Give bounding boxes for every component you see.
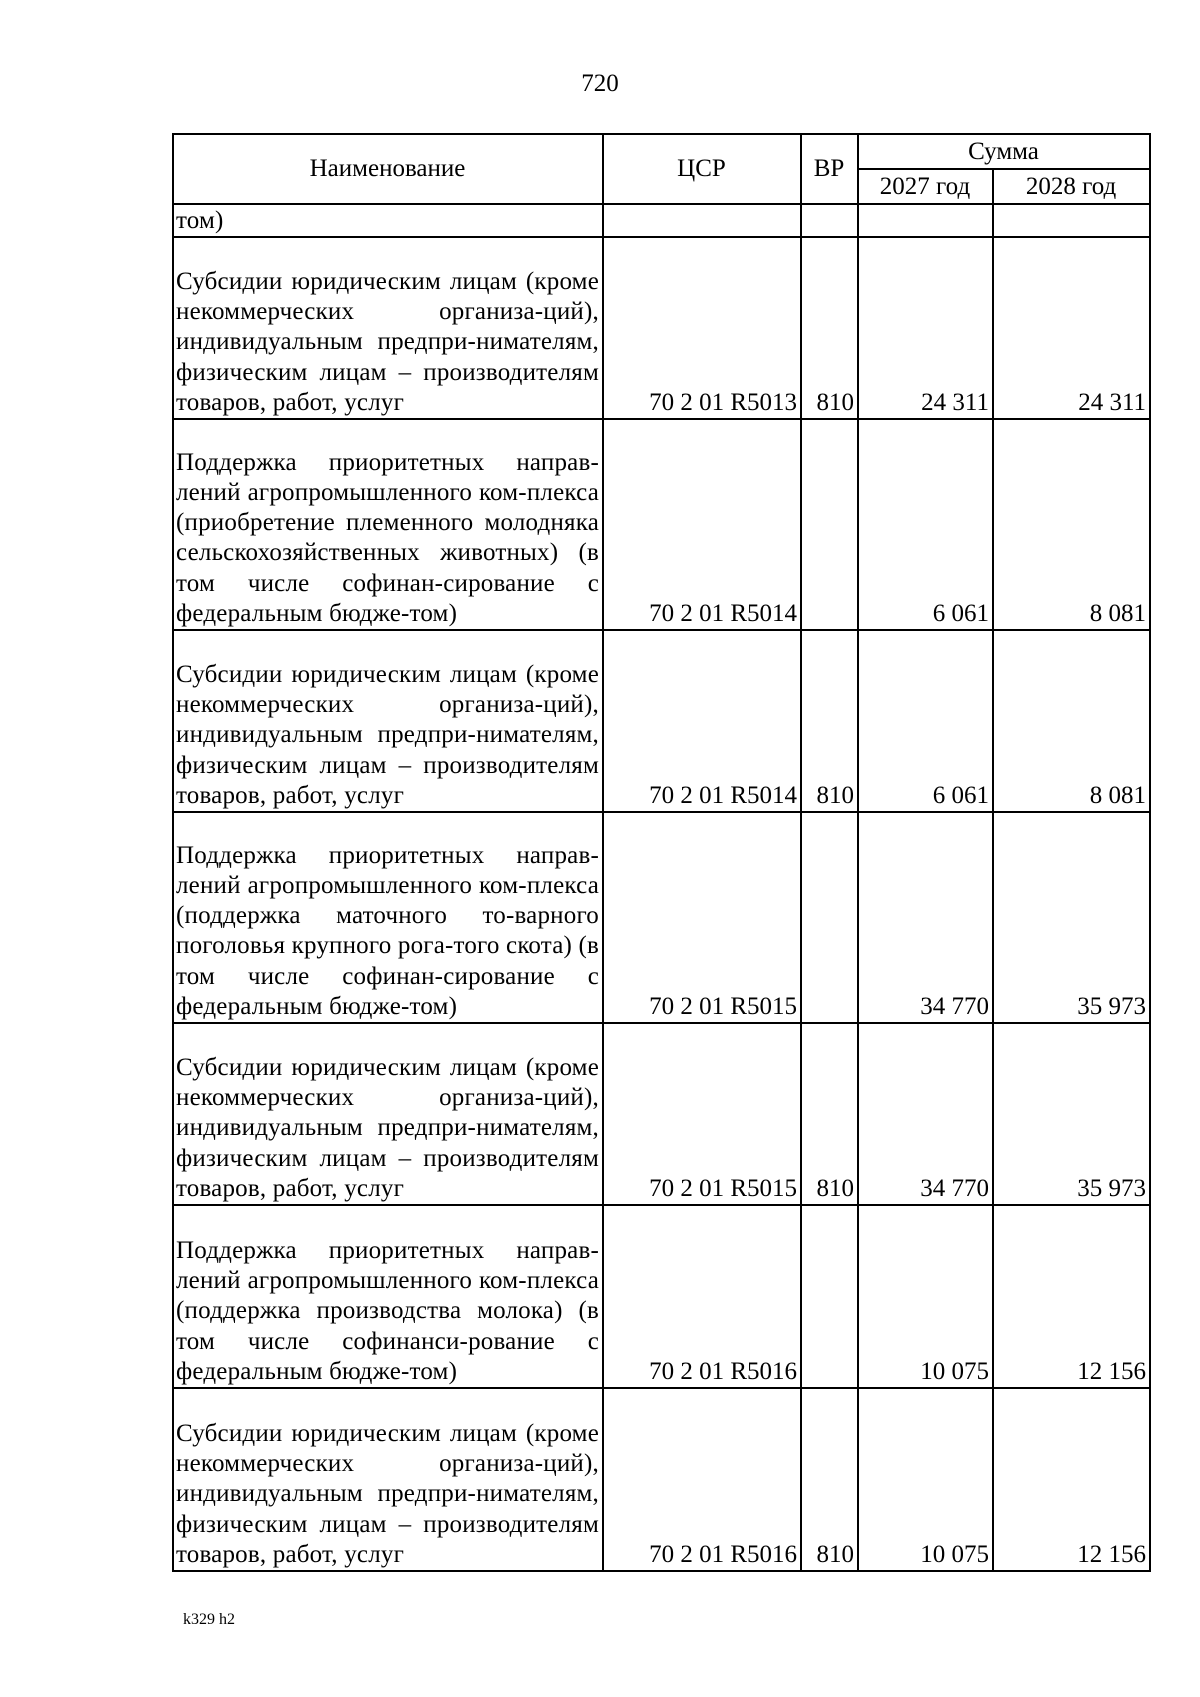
table-row bbox=[173, 1205, 1150, 1388]
row-vr: 810 bbox=[801, 1023, 858, 1205]
header-name: Наименование bbox=[173, 134, 603, 204]
row-vr: 810 bbox=[801, 630, 858, 812]
table-header bbox=[173, 134, 1150, 204]
page-number: 720 bbox=[581, 70, 619, 97]
header-year-2027: 2027 год bbox=[858, 169, 993, 204]
header-csr: ЦСР bbox=[603, 134, 801, 204]
row-csr: 70 2 01 R5014 bbox=[603, 630, 801, 812]
row-vr: 810 bbox=[801, 1388, 858, 1571]
row-sum-2027: 34 770 bbox=[858, 812, 993, 1023]
row-csr: 70 2 01 R5013 bbox=[603, 237, 801, 419]
row-sum-2027: 34 770 bbox=[858, 1023, 993, 1205]
row-vr: 810 bbox=[801, 237, 858, 419]
row-vr bbox=[801, 1205, 858, 1388]
table-row bbox=[173, 419, 1150, 630]
row-sum-2028: 35 973 bbox=[993, 812, 1150, 1023]
header-vr: ВР bbox=[801, 134, 858, 204]
row-sum-2027: 10 075 bbox=[858, 1388, 993, 1571]
table-row bbox=[173, 237, 1150, 419]
header-year-2028: 2028 год bbox=[993, 169, 1150, 204]
table-row bbox=[173, 1023, 1150, 1205]
row-sum-2027 bbox=[858, 204, 993, 237]
table-row bbox=[173, 812, 1150, 1023]
row-name: Субсидии юридическим лицам (кроме некоммерческих организа-ций), индивидуальным предпри-нимателям, физическим лицам – производителям товаров, работ, услуг bbox=[173, 237, 603, 419]
row-csr: 70 2 01 R5016 bbox=[603, 1388, 801, 1571]
row-name: Поддержка приоритетных направ-лений агропромышленного ком-плекса (поддержка маточного то-варного поголовья крупного рога-того скота) (в том числе софинан-сирование с федеральным бюдже-том) bbox=[173, 812, 603, 1023]
row-sum-2027: 10 075 bbox=[858, 1205, 993, 1388]
row-sum-2028: 8 081 bbox=[993, 630, 1150, 812]
row-csr: 70 2 01 R5016 bbox=[603, 1205, 801, 1388]
table-row bbox=[173, 630, 1150, 812]
row-csr: 70 2 01 R5015 bbox=[603, 1023, 801, 1205]
row-name: Субсидии юридическим лицам (кроме некоммерческих организа-ций), индивидуальным предпри-нимателям, физическим лицам – производителям товаров, работ, услуг bbox=[173, 1388, 603, 1571]
row-vr bbox=[801, 419, 858, 630]
row-name: Поддержка приоритетных направ-лений агропромышленного ком-плекса (приобретение племенного молодняка сельскохозяйственных животных) (в том числе софинан-сирование с федеральным бюдже-том) bbox=[173, 419, 603, 630]
row-vr bbox=[801, 812, 858, 1023]
table-row bbox=[173, 1388, 1150, 1571]
row-sum-2027: 24 311 bbox=[858, 237, 993, 419]
header-sum: Сумма bbox=[858, 134, 1150, 169]
row-csr: 70 2 01 R5014 bbox=[603, 419, 801, 630]
table-row bbox=[173, 204, 1150, 237]
row-csr: 70 2 01 R5015 bbox=[603, 812, 801, 1023]
row-sum-2028 bbox=[993, 204, 1150, 237]
row-sum-2027: 6 061 bbox=[858, 419, 993, 630]
row-sum-2028: 12 156 bbox=[993, 1388, 1150, 1571]
row-name: Субсидии юридическим лицам (кроме некоммерческих организа-ций), индивидуальным предпри-нимателям, физическим лицам – производителям товаров, работ, услуг bbox=[173, 630, 603, 812]
footer-code: k329 h2 bbox=[183, 1611, 235, 1628]
row-sum-2028: 8 081 bbox=[993, 419, 1150, 630]
row-csr bbox=[603, 204, 801, 237]
row-sum-2028: 24 311 bbox=[993, 237, 1150, 419]
row-name: том) bbox=[173, 204, 603, 237]
row-vr bbox=[801, 204, 858, 237]
row-name: Субсидии юридическим лицам (кроме некоммерческих организа-ций), индивидуальным предпри-нимателям, физическим лицам – производителям товаров, работ, услуг bbox=[173, 1023, 603, 1205]
budget-table bbox=[172, 133, 1151, 1572]
row-sum-2028: 35 973 bbox=[993, 1023, 1150, 1205]
row-name: Поддержка приоритетных направ-лений агропромышленного ком-плекса (поддержка производства молока) (в том числе софинанси-рование с федеральным бюдже-том) bbox=[173, 1205, 603, 1388]
row-sum-2028: 12 156 bbox=[993, 1205, 1150, 1388]
row-sum-2027: 6 061 bbox=[858, 630, 993, 812]
table-body bbox=[173, 204, 1150, 1571]
